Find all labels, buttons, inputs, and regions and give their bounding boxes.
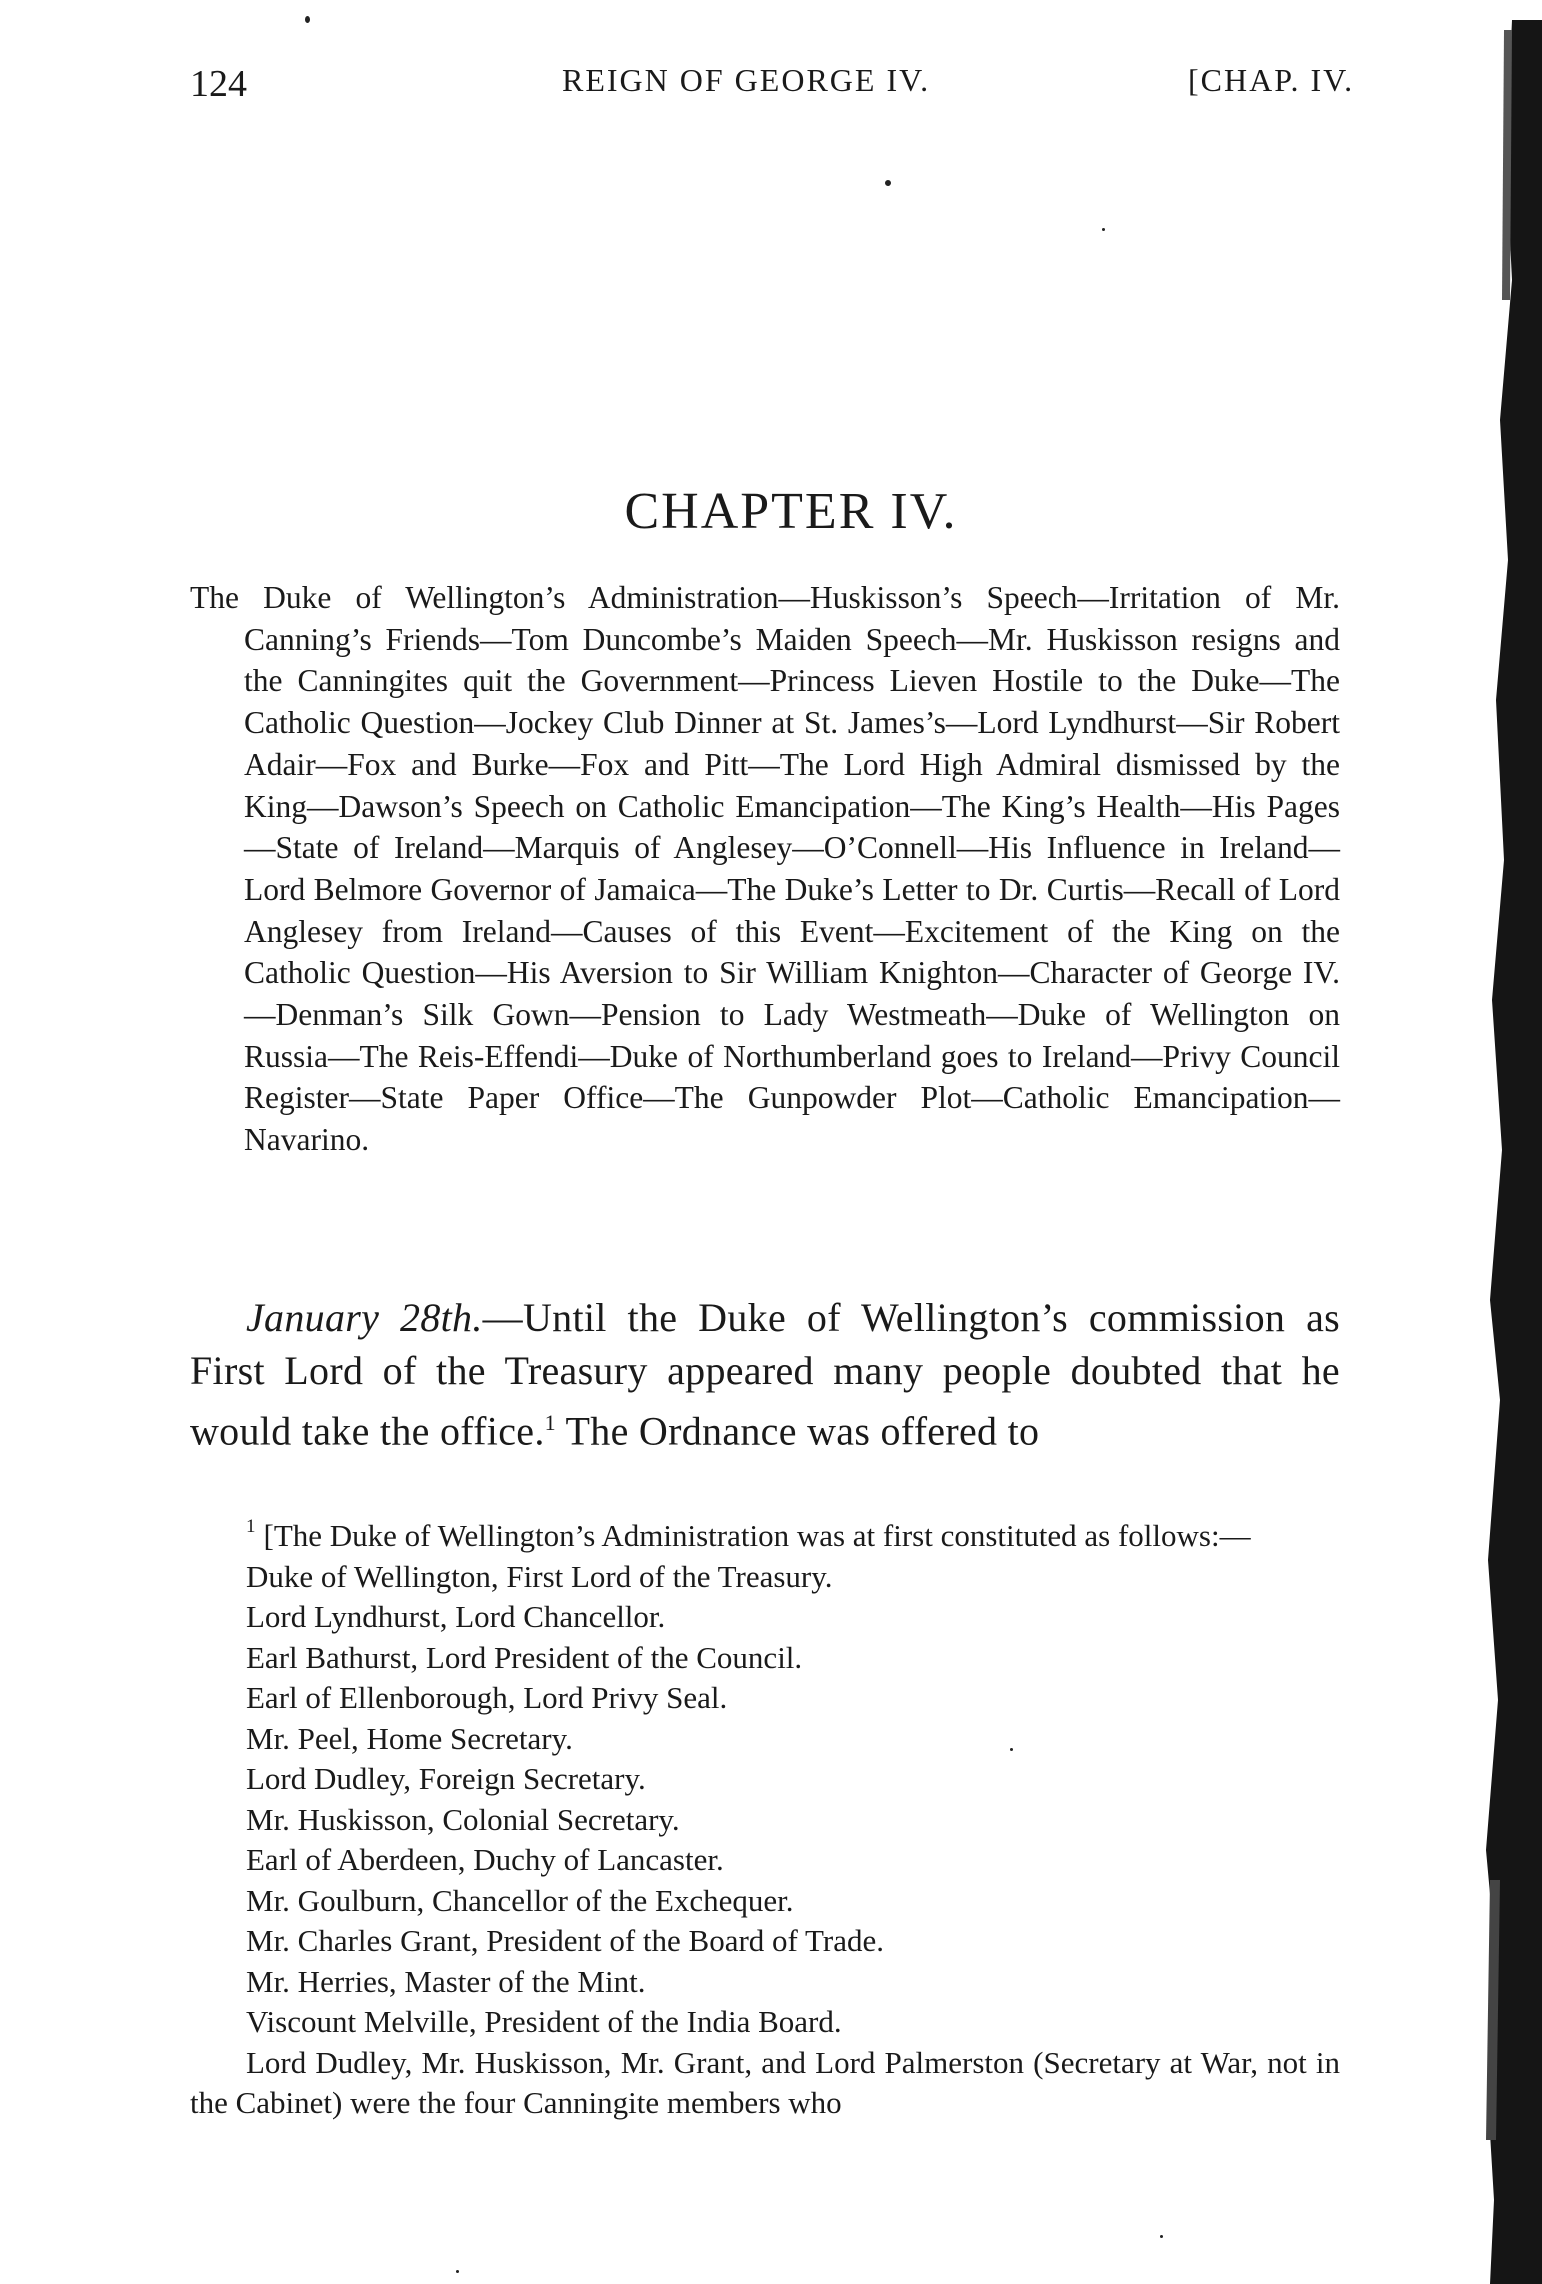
page-number: 124 xyxy=(190,63,247,105)
body-paragraph xyxy=(190,1292,1340,1458)
cabinet-member: Lord Lyndhurst, Lord Chancellor. xyxy=(246,1599,666,1634)
chapter-heading: CHAPTER IV. xyxy=(624,483,958,540)
body-text-continued: The Ordnance was offered to xyxy=(555,1408,1040,1454)
scan-speck xyxy=(1160,2235,1163,2238)
footnote-intro xyxy=(190,1507,1340,1557)
footnote xyxy=(190,1507,1340,2124)
body-text: —Until the Duke of Wellington’s commission as First Lord of the Treasury appeared many people doubted that he would take the office. xyxy=(190,1295,1340,1454)
footnote-reference: 1 xyxy=(544,1410,556,1435)
cabinet-member: Mr. Charles Grant, President of the Board of Trade. xyxy=(246,1923,884,1958)
cabinet-member: Earl of Ellenborough, Lord Privy Seal. xyxy=(246,1680,728,1715)
footnote-mark: 1 xyxy=(246,1516,256,1537)
scan-speck xyxy=(456,2270,459,2273)
running-title: REIGN OF GEORGE IV. xyxy=(562,62,931,98)
cabinet-member: Earl Bathurst, Lord President of the Council. xyxy=(246,1639,803,1675)
footnote-intro-text: [The Duke of Wellington’s Administration was at first constituted as follows:— xyxy=(263,1518,1251,1553)
cabinet-member: Viscount Melville, President of the India Board. xyxy=(246,2004,842,2039)
chapter-reference: [CHAP. IV. xyxy=(1188,62,1355,98)
chapter-summary: The Duke of Wellington’s Administration—Huskisson’s Speech—Irritation of Mr. Canning’s Friends—Tom Duncombe’s Maiden Speech—Mr. Huskisson resigns and the Canningites quit the Government—Princess Lieven Hostile to the Duke—The Catholic Question—Jockey Club Dinner at St. James’s—Lord Lyndhurst—Sir Robert Adair—Fox and Burke—Fox and Pitt—The Lord High Admiral dismissed by the King—Dawson’s Speech on Catholic Emancipation—The King’s Health—His Pages—State of Ireland—Marquis of Anglesey—O’Connell—His Influence in Ireland—Lord Belmore Governor of Jamaica—The Duke’s Letter to Dr. Curtis—Recall of Lord Anglesey from Ireland—Causes of this Event—Excitement of the King on the Catholic Question—His Aversion to Sir William Knighton—Character of George IV.—Denman’s Silk Gown—Pension to Lady Westmeath—Duke of Wellington on Russia—The Reis-Effendi—Duke of Northumberland goes to Ireland—Privy Council Register—State Paper Office—The Gunpowder Plot—Catholic Emancipation—Navarino. xyxy=(190,580,1340,1158)
cabinet-member: Mr. Huskisson, Colonial Secretary. xyxy=(246,1801,680,1837)
scan-speck xyxy=(1102,228,1105,231)
binding-shadow xyxy=(1482,0,1542,2284)
footnote-closing: Lord Dudley, Mr. Huskisson, Mr. Grant, and Lord Palmerston (Secretary at War, not in the Cabinet) were the four Canningite members who xyxy=(190,2044,1340,2120)
cabinet-member: Mr. Goulburn, Chancellor of the Exchequer. xyxy=(246,1882,794,1918)
cabinet-member: Lord Dudley, Foreign Secretary. xyxy=(246,1761,646,1796)
cabinet-member: Duke of Wellington, First Lord of the Treasury. xyxy=(246,1558,833,1594)
cabinet-member: Earl of Aberdeen, Duchy of Lancaster. xyxy=(246,1842,724,1877)
entry-date: January 28th. xyxy=(246,1295,483,1340)
scan-speck xyxy=(885,180,891,186)
scan-speck xyxy=(305,16,310,23)
cabinet-member: Mr. Herries, Master of the Mint. xyxy=(246,1963,646,1999)
cabinet-member: Mr. Peel, Home Secretary. xyxy=(246,1720,573,1756)
